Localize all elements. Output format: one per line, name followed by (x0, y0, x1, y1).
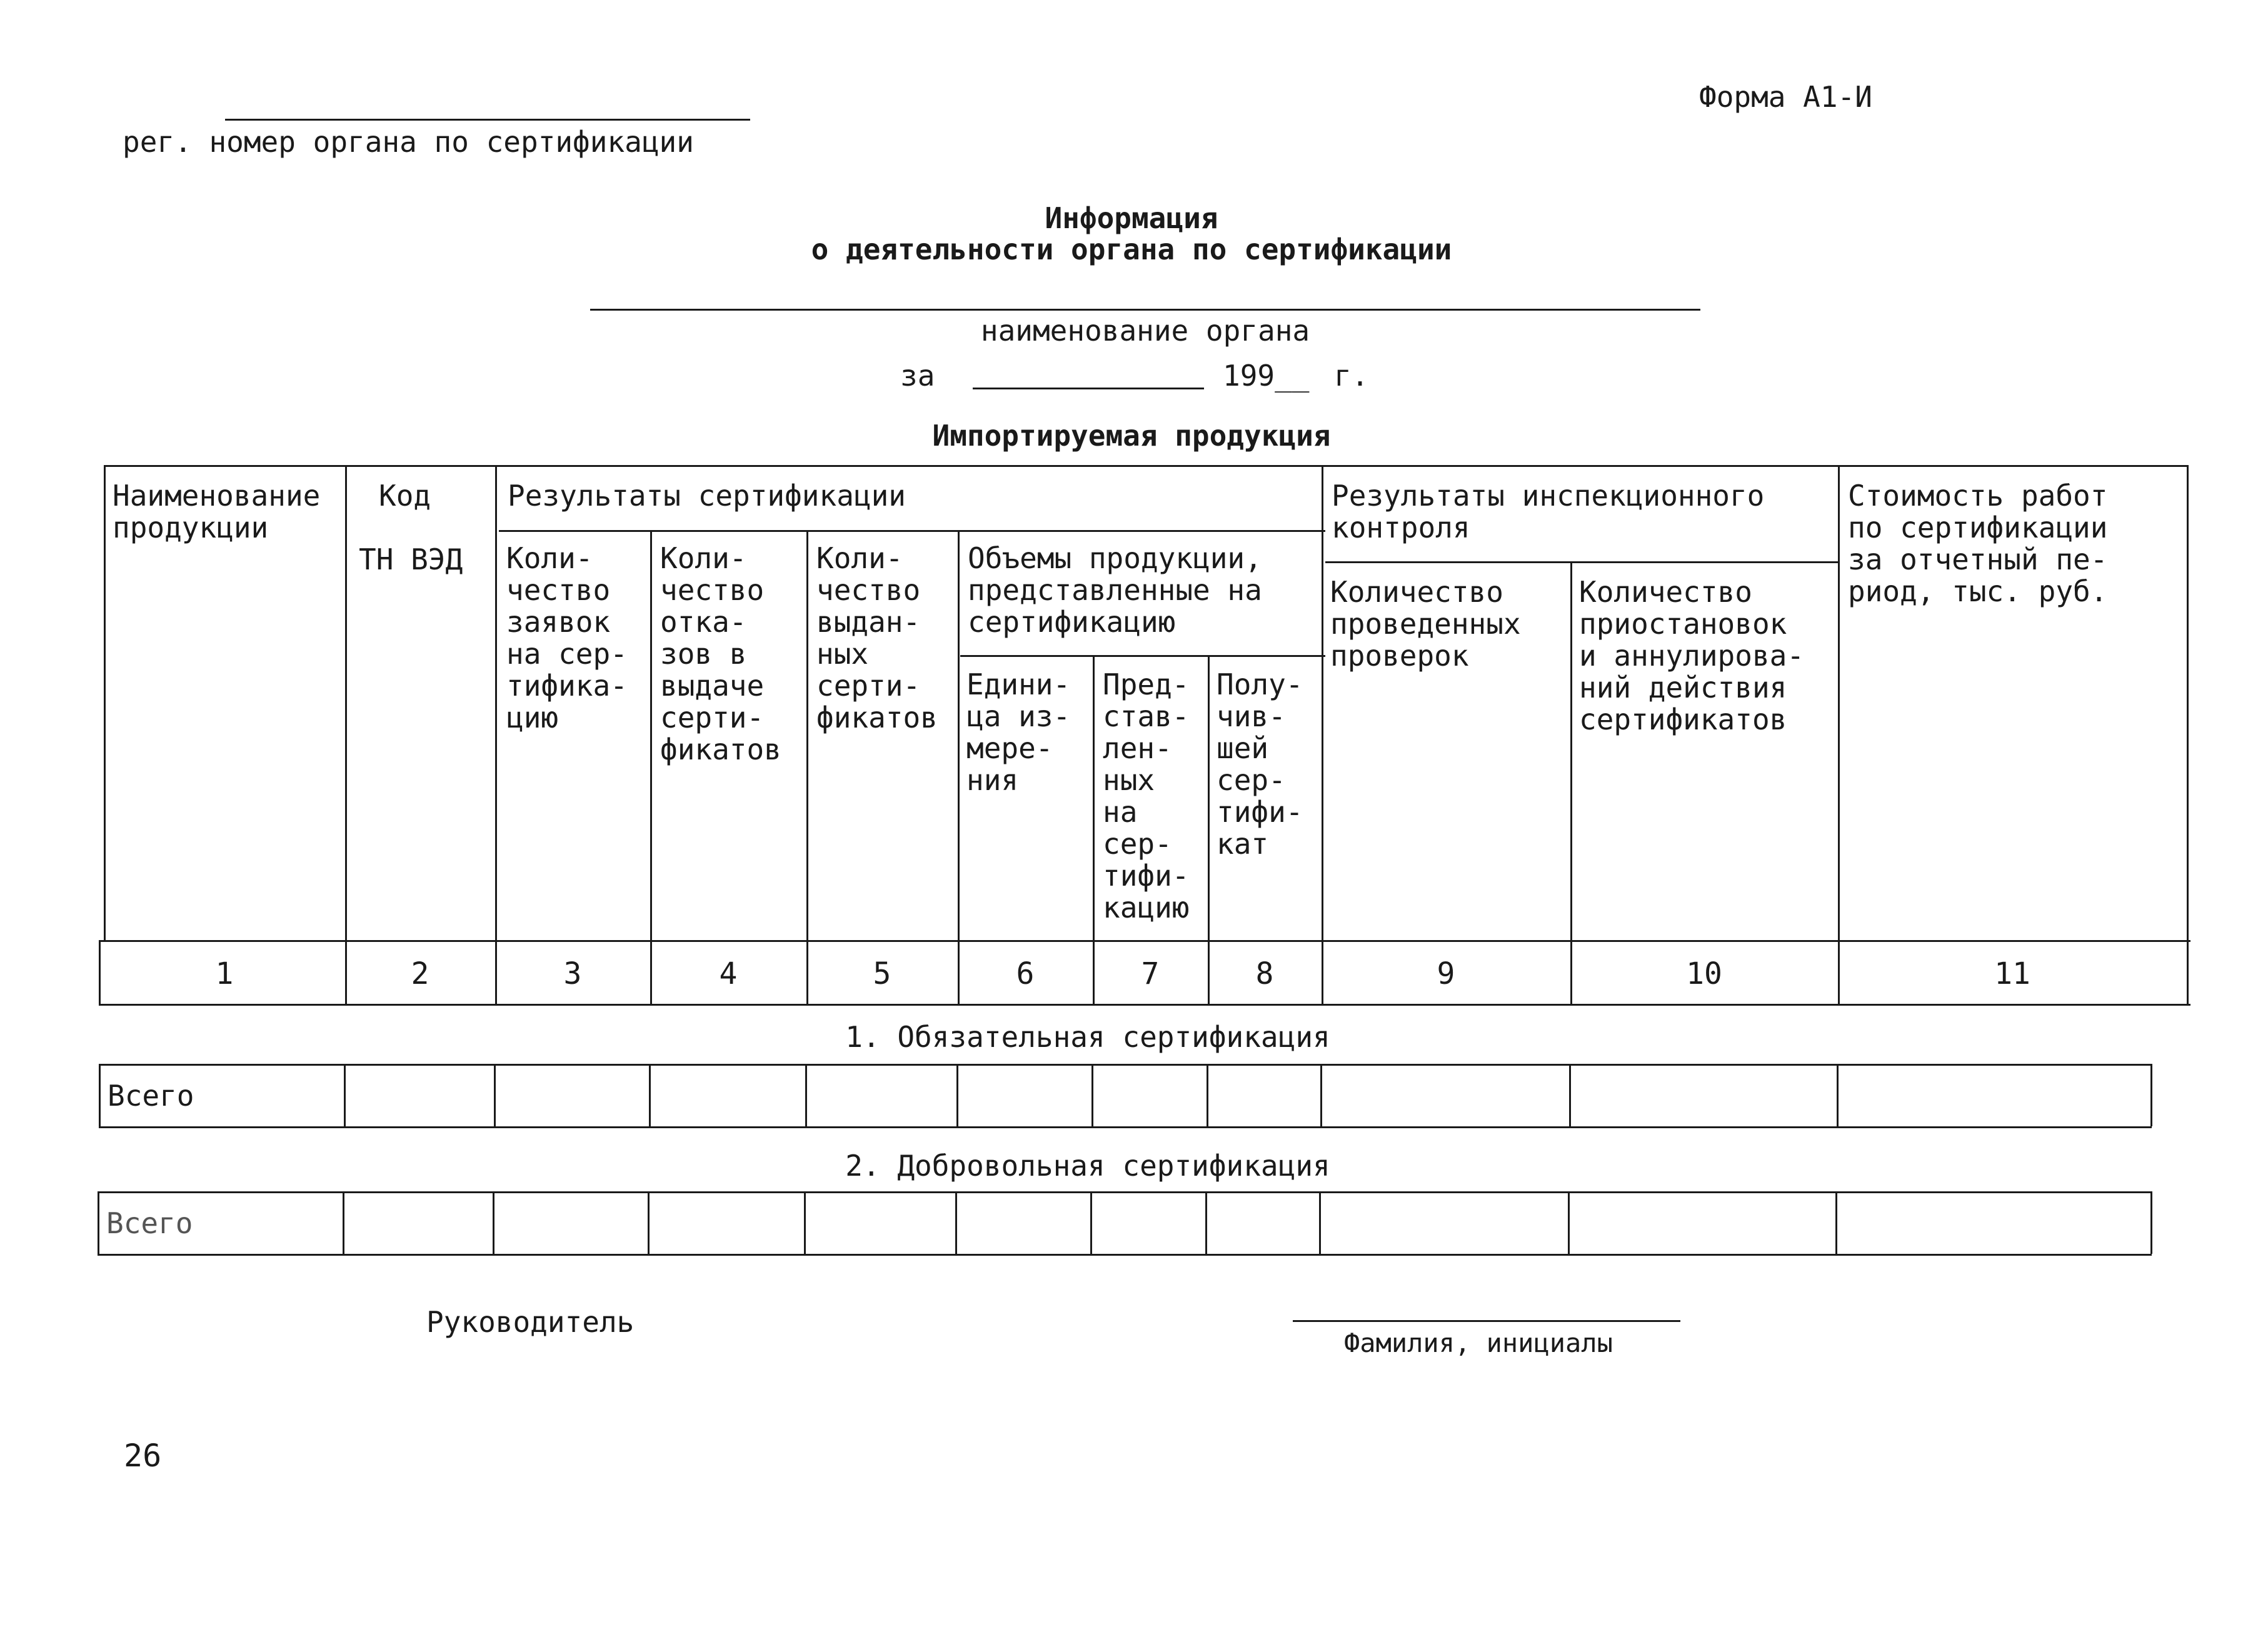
header-unit: Едини- ца из- мере- ния (966, 668, 1071, 797)
header-inspection-results: Результаты инспекционного контроля (1332, 479, 1765, 544)
col-number-9: 9 (1437, 956, 1455, 991)
reg-number-line (225, 119, 750, 121)
col-number-3: 3 (563, 956, 582, 991)
header-certified: Полу- чив- шей сер- тифи- кат (1217, 668, 1303, 861)
header-product-name: Наименование продукции (113, 479, 321, 544)
col-number-11: 11 (1994, 956, 2030, 991)
period-year: 199__ (1223, 359, 1310, 393)
col-number-6: 6 (1016, 956, 1035, 991)
period-prefix: за (900, 359, 935, 393)
header-suspensions-count: Количество приостановок и аннулирова- ний действия сертификатов (1579, 575, 1805, 736)
header-cost: Стоимость работ по сертификации за отчетный пе- риод, тыс. руб. (1848, 479, 2108, 608)
section-mandatory-title: 1. Обязательная сертификация (845, 1020, 1330, 1054)
period-suffix: г. (1334, 359, 1369, 393)
col-number-5: 5 (873, 956, 891, 991)
mandatory-total-label: Всего (108, 1079, 194, 1113)
header-issued-count: Коли- чество выдан- ных серти- фикатов (816, 541, 938, 734)
header-applications-count: Коли- чество заявок на сер- тифика- цию (506, 541, 628, 734)
period-blank-line (973, 388, 1204, 389)
org-name-caption: наименование органа (980, 314, 1310, 348)
header-certification-results: Результаты сертификации (508, 479, 906, 513)
signature-role: Руководитель (426, 1305, 635, 1339)
section-voluntary-title: 2. Добровольная сертификация (845, 1149, 1330, 1183)
col-number-10: 10 (1686, 956, 1722, 991)
header-submitted: Пред- став- лен- ных на сер- тифи- кацию (1103, 668, 1190, 924)
col-number-4: 4 (719, 956, 738, 991)
header-code-tnved: ТН ВЭД (359, 543, 463, 576)
header-product-volumes: Объемы продукции, представленные на сертификацию (968, 541, 1262, 639)
voluntary-total-label: Всего (106, 1206, 193, 1240)
header-code: Код (379, 479, 431, 513)
col-number-2: 2 (411, 956, 429, 991)
col-number-8: 8 (1255, 956, 1274, 991)
title-line-1: Информация (1045, 201, 1218, 235)
signature-line (1293, 1320, 1680, 1322)
col-number-7: 7 (1141, 956, 1160, 991)
form-label: Форма А1-И (1699, 80, 1872, 114)
page-number: 26 (124, 1438, 162, 1474)
signature-caption: Фамилия, инициалы (1344, 1328, 1613, 1358)
col-number-1: 1 (215, 956, 234, 991)
header-checks-count: Количество проведенных проверок (1330, 575, 1521, 673)
title-line-2: о деятельности органа по сертификации (811, 233, 1452, 266)
org-name-line (590, 309, 1700, 311)
header-refusals-count: Коли- чество отка- зов в выдаче серти- фикатов (660, 541, 781, 766)
section-title: Импортируемая продукция (932, 419, 1331, 453)
reg-number-caption: рег. номер органа по сертификации (123, 125, 694, 159)
